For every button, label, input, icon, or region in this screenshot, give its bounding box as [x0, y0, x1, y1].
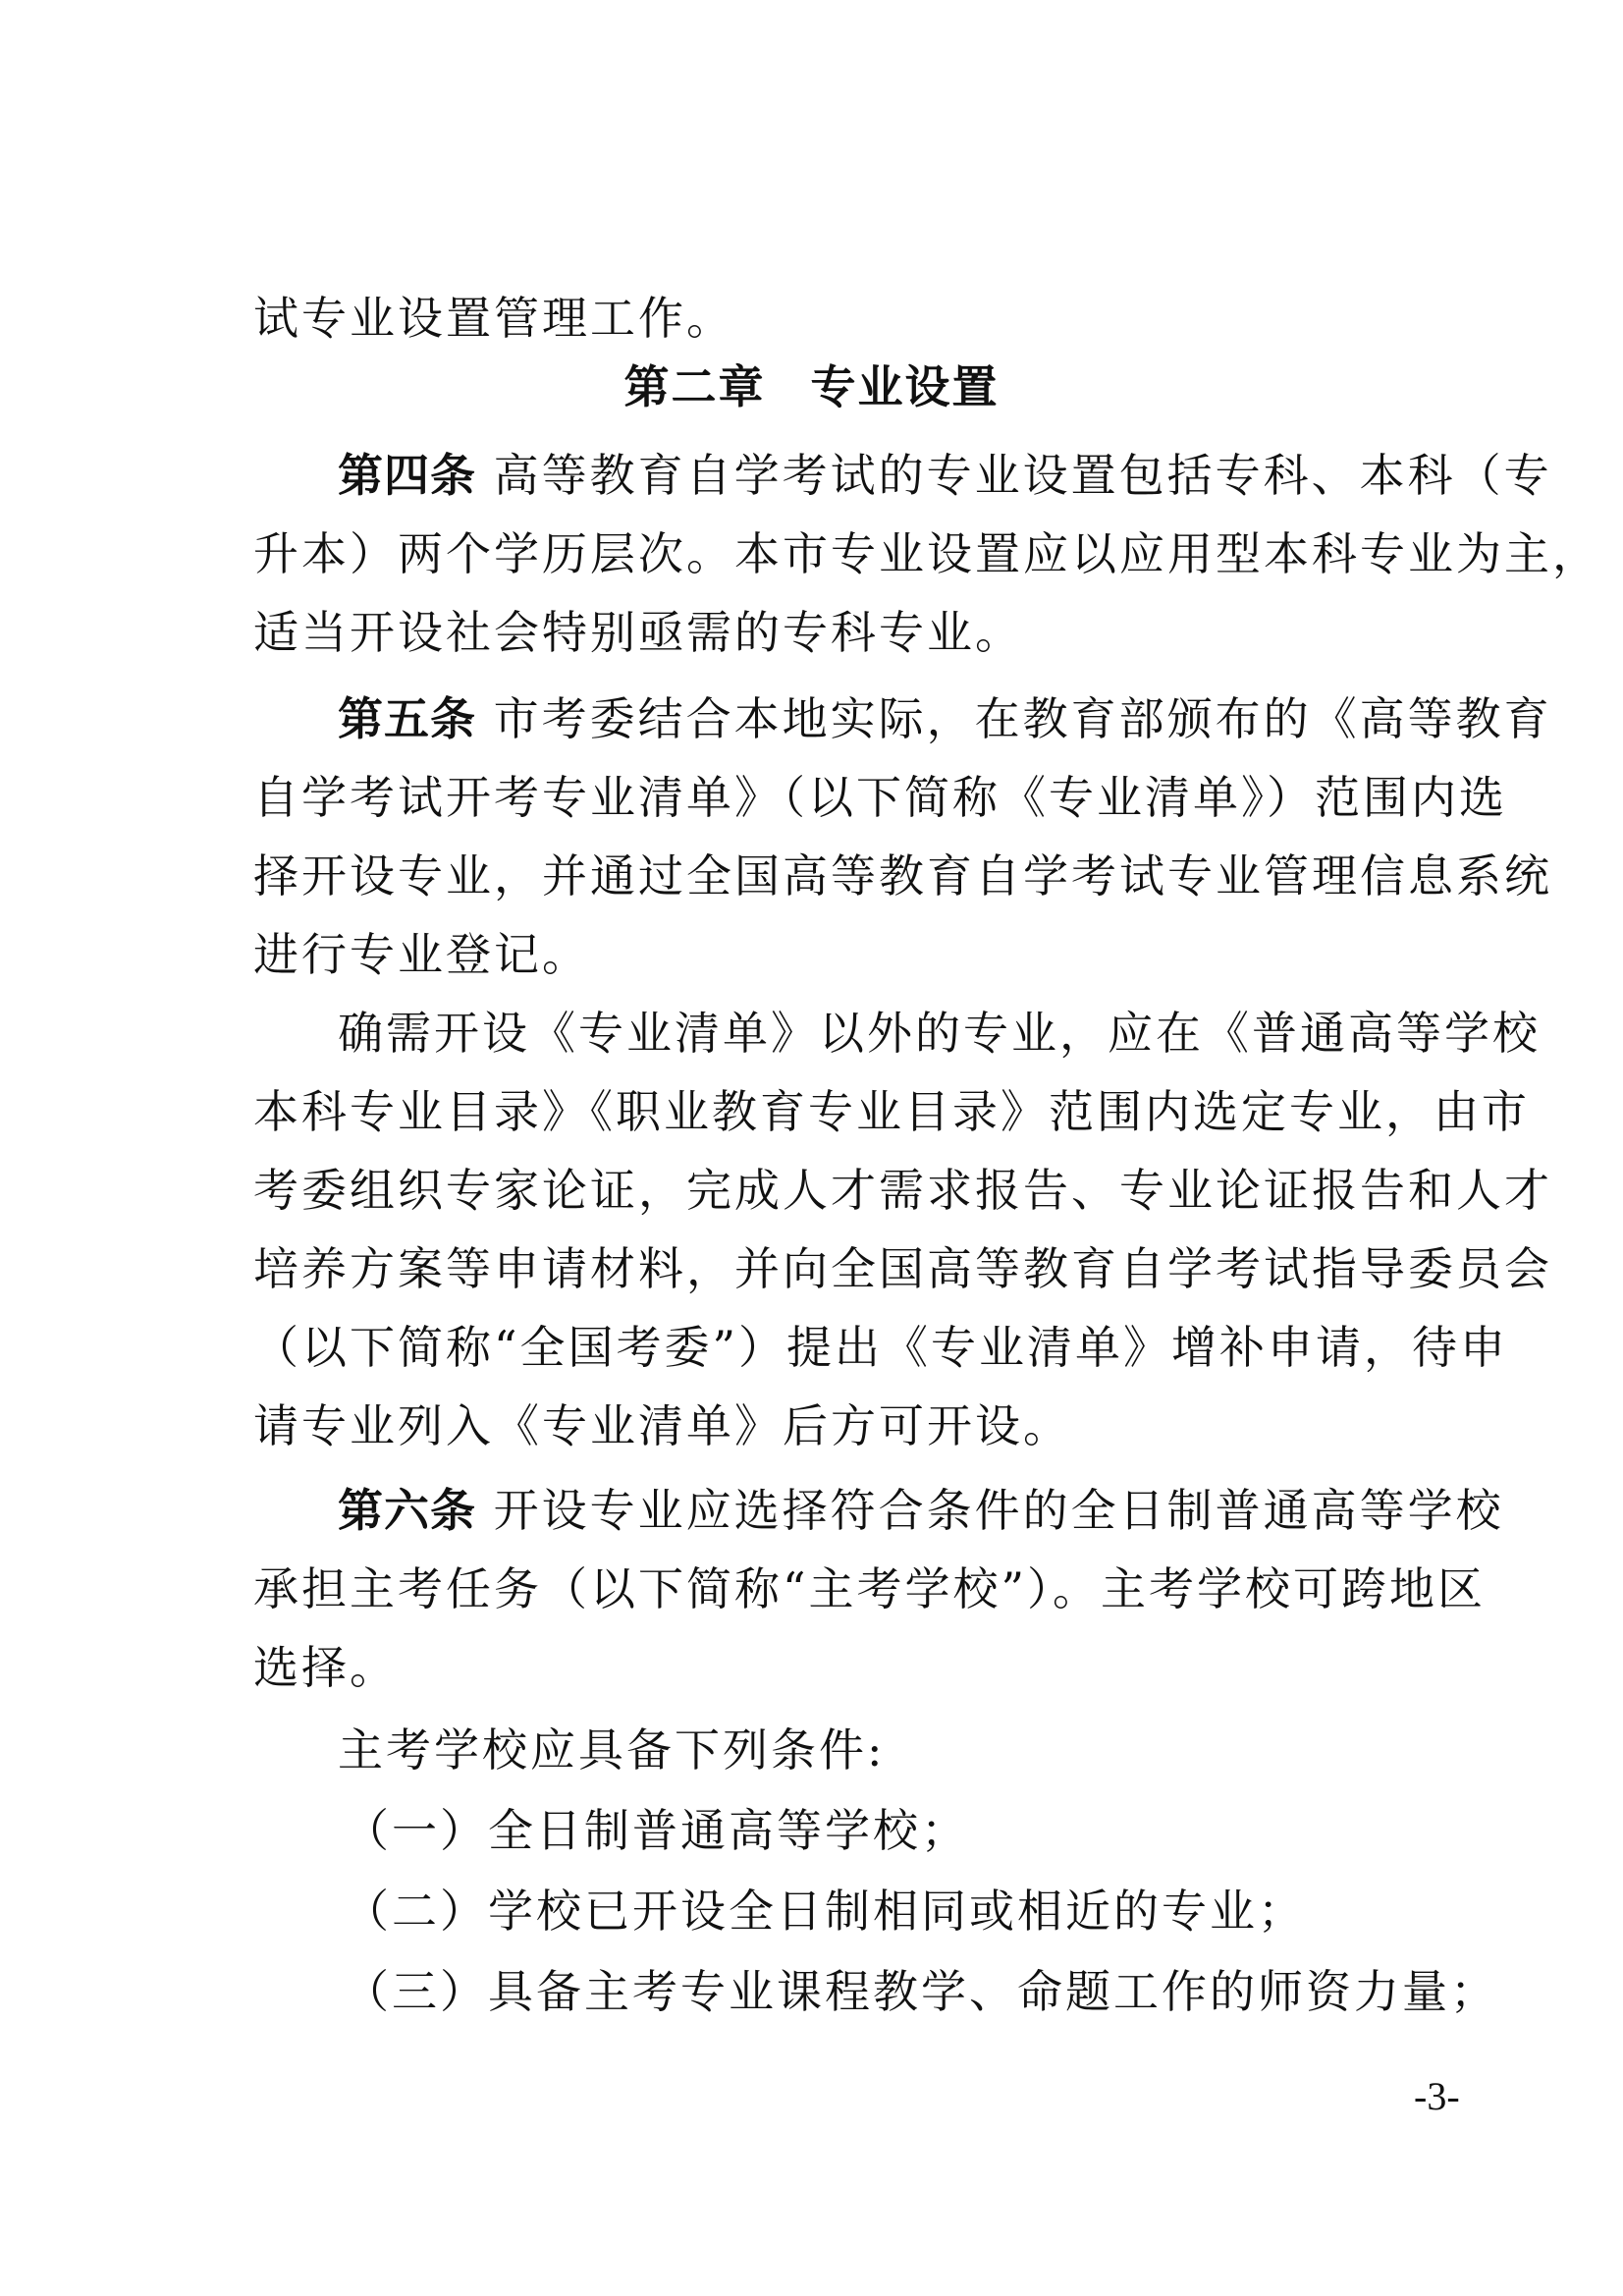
line-text: （一）全日制普通高等学校；	[344, 1804, 969, 1857]
line-text: 自学考试开考专业清单》（以下简称《专业清单》）范围内选	[253, 771, 1507, 824]
line-text: 培养方案等申请材料，并向全国高等教育自学考试指导委员会	[253, 1242, 1552, 1295]
line-text: 进行专业登记。	[253, 928, 590, 981]
paragraph-line	[253, 1239, 1552, 1298]
paragraph-line	[253, 524, 1600, 583]
paragraph-line	[253, 768, 1507, 827]
line-text: 承担主考任务（以下简称“主考学校”）。主考学校可跨地区	[253, 1562, 1487, 1615]
line-text: 请专业列入《专业清单》后方可开设。	[253, 1399, 1071, 1452]
line-text: 高等教育自学考试的专业设置包括专科、本科（专	[493, 449, 1552, 502]
line-text: （三）具备主考专业课程教学、命题工作的师资力量；	[344, 1965, 1498, 2018]
line-text: 择开设专业，并通过全国高等教育自学考试专业管理信息系统	[253, 849, 1552, 902]
paragraph-line	[253, 1396, 1432, 1455]
paragraph-line	[253, 1082, 1530, 1141]
line-text: 本科专业目录》《职业教育专业目录》范围内选定专业，由市	[253, 1085, 1530, 1138]
paragraph-line	[253, 1161, 1552, 1220]
line-text: 考委组织专家论证，完成人才需求报告、专业论证报告和人才	[253, 1164, 1552, 1217]
line-text: 适当开设社会特别亟需的专科专业。	[253, 606, 1023, 659]
line-text: （以下简称“全国考委”）提出《专业清单》增补申请，待申	[253, 1321, 1509, 1374]
paragraph-line	[253, 1638, 1432, 1697]
article-6-line	[338, 1481, 1516, 1540]
chapter-title: 专业设置	[810, 360, 1000, 413]
paragraph-line	[253, 1318, 1509, 1377]
condition-item	[344, 1962, 1522, 2021]
condition-item	[344, 1801, 1522, 1860]
paragraph-line	[253, 925, 1432, 984]
line-text: 市考委结合本地实际，在教育部颁布的《高等教育	[493, 692, 1552, 745]
condition-item	[344, 1882, 1522, 1941]
page-number: -3-	[1414, 2074, 1460, 2118]
line-text: 确需开设《专业清单》以外的专业，应在《普通高等学校	[338, 1007, 1541, 1060]
line-text: 升本）两个学历层次。本市专业设置应以应用型本科专业为主，	[253, 527, 1600, 580]
paragraph-line	[253, 289, 1432, 348]
article-label: 第六条	[338, 1484, 476, 1537]
article-4-line	[338, 446, 1552, 505]
article-5-line	[338, 689, 1552, 748]
paragraph-line	[253, 1559, 1487, 1618]
article-label: 第五条	[338, 692, 476, 745]
paragraph-line	[253, 847, 1552, 905]
chapter-heading	[0, 357, 1623, 416]
line-text: 试专业设置管理工作。	[253, 292, 734, 345]
line-text: （二）学校已开设全日制相同或相近的专业；	[344, 1885, 1306, 1938]
line-text: 主考学校应具备下列条件:	[338, 1723, 886, 1777]
conditions-intro	[338, 1721, 1516, 1779]
line-text: 开设专业应选择符合条件的全日制普通高等学校	[493, 1484, 1504, 1537]
paragraph-line	[338, 1004, 1541, 1063]
chapter-number: 第二章	[623, 360, 766, 413]
line-text: 选择。	[253, 1641, 398, 1694]
article-label: 第四条	[338, 449, 476, 502]
paragraph-line	[253, 603, 1432, 662]
